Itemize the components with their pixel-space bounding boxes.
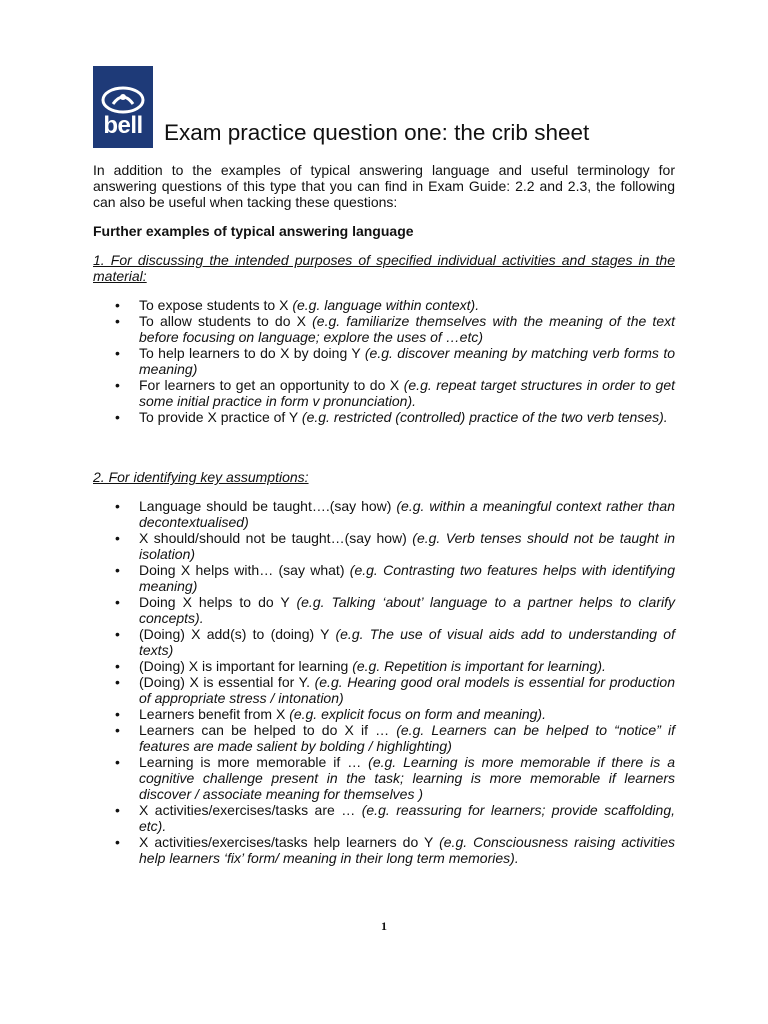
section1-title: 1. For discussing the intended purposes of specified individual activities and stages in the material: (93, 252, 675, 284)
list-item: • To allow students to do X (e.g. familiarize themselves with the meaning of the text before focusing on language; explore the uses of …etc) (93, 313, 675, 345)
bell-emblem-icon (101, 86, 145, 114)
list-item: • Doing X helps to do Y (e.g. Talking ‘about’ language to a partner helps to clarify concepts). (93, 594, 675, 626)
page-title: Exam practice question one: the crib sheet (164, 120, 590, 145)
list-item: • Language should be taught….(say how) (e.g. within a meaningful context rather than decontextualised) (93, 498, 675, 530)
list-item: • Learners can be helped to do X if … (e.g. Learners can be helped to “notice” if features are made salient by bolding / highlighting) (93, 722, 675, 754)
list-item: • To expose students to X (e.g. language within context). (93, 297, 675, 313)
list-item: • To help learners to do X by doing Y (e.g. discover meaning by matching verb forms to meaning) (93, 345, 675, 377)
bell-logo (93, 66, 153, 148)
section2-list (93, 498, 675, 866)
section2-title: 2. For identifying key assumptions: (93, 469, 309, 485)
section-heading: Further examples of typical answering language (93, 223, 414, 239)
list-item: • X activities/exercises/tasks are … (e.g. reassuring for learners; provide scaffolding, etc). (93, 802, 675, 834)
document-body (93, 162, 675, 866)
list-item: • (Doing) X is essential for Y. (e.g. Hearing good oral models is essential for production of appropriate stress / intonation) (93, 674, 675, 706)
list-item: • X activities/exercises/tasks help learners do Y (e.g. Consciousness raising activities help learners ‘fix’ form/ meaning in their long term memories). (93, 834, 675, 866)
page-number: 1 (381, 919, 387, 933)
list-item: • Learning is more memorable if … (e.g. Learning is more memorable if there is a cognitive challenge present in the task; learning is more memorable if learners discover / associate meaning for themselves ) (93, 754, 675, 802)
list-item: • X should/should not be taught…(say how) (e.g. Verb tenses should not be taught in isolation) (93, 530, 675, 562)
list-item: • To provide X practice of Y (e.g. restricted (controlled) practice of the two verb tenses). (93, 409, 675, 425)
list-item: • Doing X helps with… (say what) (e.g. Contrasting two features helps with identifying meaning) (93, 562, 675, 594)
list-item: • Learners benefit from X (e.g. explicit focus on form and meaning). (93, 706, 675, 722)
section1-list (93, 297, 675, 425)
list-item: • (Doing) X add(s) to (doing) Y (e.g. The use of visual aids add to understanding of texts) (93, 626, 675, 658)
list-item: • For learners to get an opportunity to do X (e.g. repeat target structures in order to get some initial practice in form v pronunciation). (93, 377, 675, 409)
intro-paragraph: In addition to the examples of typical answering language and useful terminology for answering questions of this type that you can find in Exam Guide: 2.2 and 2.3, the following can also be useful when tacking these questions: (93, 162, 675, 210)
list-item: • (Doing) X is important for learning (e.g. Repetition is important for learning). (93, 658, 675, 674)
logo-wordmark: bell (103, 112, 143, 139)
